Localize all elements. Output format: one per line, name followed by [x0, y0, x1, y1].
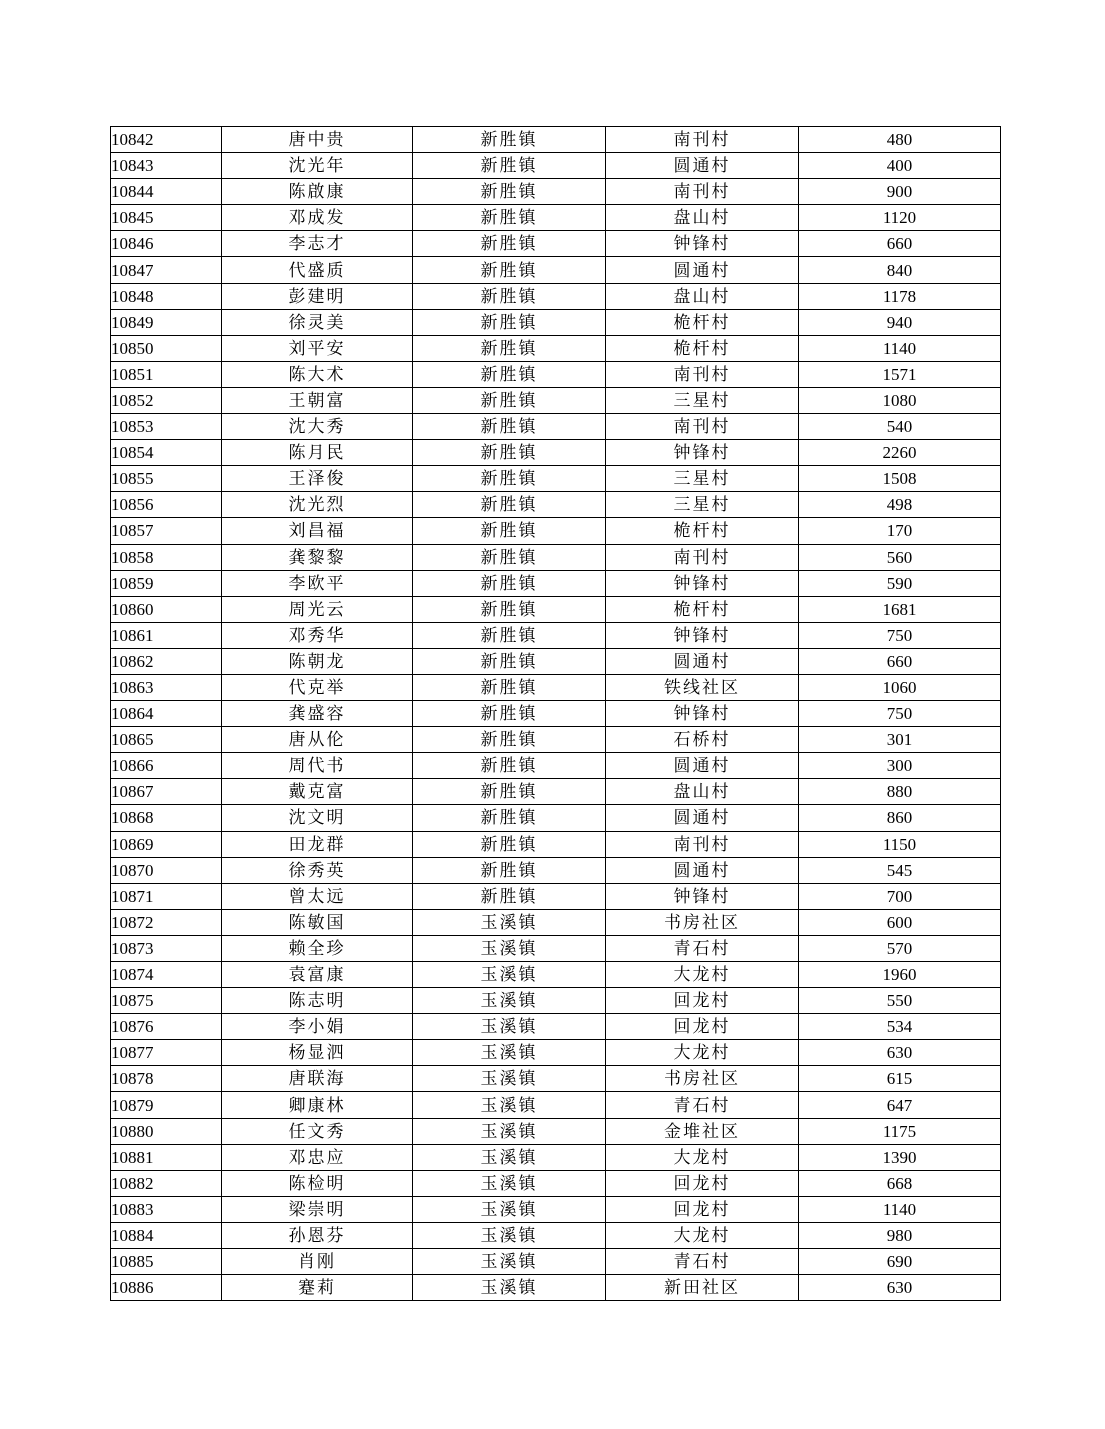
- cell-id: 10853: [111, 414, 222, 440]
- table-row: [111, 492, 1001, 518]
- cell-name: 戴克富: [222, 779, 413, 805]
- cell-village: 回龙村: [606, 1014, 799, 1040]
- table-row: [111, 1092, 1001, 1118]
- cell-village: 铁线社区: [606, 674, 799, 700]
- cell-town: 新胜镇: [413, 127, 606, 153]
- cell-id: 10864: [111, 701, 222, 727]
- table-row: [111, 1249, 1001, 1275]
- table-row: [111, 1118, 1001, 1144]
- cell-amount: 647: [799, 1092, 1001, 1118]
- cell-name: 沈光年: [222, 153, 413, 179]
- cell-name: 陈啟康: [222, 179, 413, 205]
- cell-amount: 300: [799, 753, 1001, 779]
- cell-id: 10844: [111, 179, 222, 205]
- cell-town: 玉溪镇: [413, 1040, 606, 1066]
- cell-name: 沈光烈: [222, 492, 413, 518]
- cell-name: 代盛质: [222, 257, 413, 283]
- table-row: [111, 857, 1001, 883]
- cell-town: 新胜镇: [413, 231, 606, 257]
- cell-village: 盘山村: [606, 779, 799, 805]
- cell-name: 王朝富: [222, 387, 413, 413]
- cell-amount: 860: [799, 805, 1001, 831]
- cell-id: 10867: [111, 779, 222, 805]
- cell-village: 南刊村: [606, 179, 799, 205]
- cell-amount: 570: [799, 935, 1001, 961]
- cell-village: 桅杆村: [606, 596, 799, 622]
- cell-id: 10863: [111, 674, 222, 700]
- cell-town: 新胜镇: [413, 596, 606, 622]
- table-row: [111, 1170, 1001, 1196]
- cell-amount: 1140: [799, 1196, 1001, 1222]
- cell-village: 青石村: [606, 935, 799, 961]
- cell-village: 圆通村: [606, 648, 799, 674]
- records-table: [110, 126, 1001, 1301]
- cell-name: 任文秀: [222, 1118, 413, 1144]
- cell-name: 孙恩芬: [222, 1222, 413, 1248]
- cell-town: 新胜镇: [413, 205, 606, 231]
- cell-village: 石桥村: [606, 727, 799, 753]
- cell-name: 袁富康: [222, 962, 413, 988]
- cell-village: 书房社区: [606, 909, 799, 935]
- cell-amount: 630: [799, 1275, 1001, 1301]
- cell-town: 新胜镇: [413, 387, 606, 413]
- table-row: [111, 257, 1001, 283]
- table-row: [111, 1222, 1001, 1248]
- cell-town: 玉溪镇: [413, 1144, 606, 1170]
- cell-id: 10879: [111, 1092, 222, 1118]
- cell-id: 10875: [111, 988, 222, 1014]
- cell-name: 梁崇明: [222, 1196, 413, 1222]
- table-row: [111, 596, 1001, 622]
- cell-id: 10849: [111, 309, 222, 335]
- cell-name: 沈大秀: [222, 414, 413, 440]
- table-row: [111, 1144, 1001, 1170]
- table-row: [111, 179, 1001, 205]
- cell-town: 新胜镇: [413, 779, 606, 805]
- cell-village: 南刊村: [606, 127, 799, 153]
- cell-id: 10842: [111, 127, 222, 153]
- cell-name: 邓成发: [222, 205, 413, 231]
- table-row: [111, 414, 1001, 440]
- cell-town: 玉溪镇: [413, 1118, 606, 1144]
- cell-amount: 1140: [799, 335, 1001, 361]
- records-table-body: [111, 127, 1001, 1301]
- cell-name: 赖全珍: [222, 935, 413, 961]
- cell-id: 10856: [111, 492, 222, 518]
- cell-name: 李欧平: [222, 570, 413, 596]
- cell-town: 新胜镇: [413, 179, 606, 205]
- cell-id: 10865: [111, 727, 222, 753]
- cell-name: 徐灵美: [222, 309, 413, 335]
- cell-amount: 534: [799, 1014, 1001, 1040]
- cell-village: 三星村: [606, 466, 799, 492]
- cell-id: 10881: [111, 1144, 222, 1170]
- cell-id: 10871: [111, 883, 222, 909]
- cell-amount: 668: [799, 1170, 1001, 1196]
- cell-name: 邓忠应: [222, 1144, 413, 1170]
- cell-amount: 301: [799, 727, 1001, 753]
- table-row: [111, 1014, 1001, 1040]
- cell-amount: 480: [799, 127, 1001, 153]
- table-row: [111, 335, 1001, 361]
- cell-village: 回龙村: [606, 1170, 799, 1196]
- cell-id: 10874: [111, 962, 222, 988]
- cell-village: 大龙村: [606, 1222, 799, 1248]
- cell-village: 回龙村: [606, 1196, 799, 1222]
- cell-village: 南刊村: [606, 831, 799, 857]
- cell-name: 肖刚: [222, 1249, 413, 1275]
- cell-name: 唐联海: [222, 1066, 413, 1092]
- table-row: [111, 701, 1001, 727]
- cell-id: 10866: [111, 753, 222, 779]
- cell-amount: 600: [799, 909, 1001, 935]
- cell-amount: 498: [799, 492, 1001, 518]
- table-row: [111, 231, 1001, 257]
- cell-village: 钟锋村: [606, 701, 799, 727]
- cell-village: 圆通村: [606, 857, 799, 883]
- cell-town: 玉溪镇: [413, 1275, 606, 1301]
- cell-village: 青石村: [606, 1092, 799, 1118]
- cell-name: 卿康林: [222, 1092, 413, 1118]
- cell-name: 陈检明: [222, 1170, 413, 1196]
- table-row: [111, 909, 1001, 935]
- cell-id: 10852: [111, 387, 222, 413]
- cell-amount: 1960: [799, 962, 1001, 988]
- cell-town: 新胜镇: [413, 753, 606, 779]
- cell-name: 陈敏国: [222, 909, 413, 935]
- cell-name: 徐秀英: [222, 857, 413, 883]
- cell-name: 田龙群: [222, 831, 413, 857]
- cell-id: 10877: [111, 1040, 222, 1066]
- table-row: [111, 648, 1001, 674]
- cell-id: 10873: [111, 935, 222, 961]
- cell-amount: 540: [799, 414, 1001, 440]
- table-row: [111, 387, 1001, 413]
- cell-amount: 660: [799, 648, 1001, 674]
- cell-town: 玉溪镇: [413, 988, 606, 1014]
- cell-name: 陈朝龙: [222, 648, 413, 674]
- cell-name: 刘平安: [222, 335, 413, 361]
- cell-amount: 1571: [799, 361, 1001, 387]
- cell-town: 新胜镇: [413, 414, 606, 440]
- table-row: [111, 753, 1001, 779]
- cell-village: 金堆社区: [606, 1118, 799, 1144]
- cell-village: 大龙村: [606, 962, 799, 988]
- cell-village: 大龙村: [606, 1144, 799, 1170]
- table-row: [111, 674, 1001, 700]
- cell-village: 桅杆村: [606, 518, 799, 544]
- table-row: [111, 466, 1001, 492]
- cell-town: 新胜镇: [413, 153, 606, 179]
- cell-id: 10851: [111, 361, 222, 387]
- cell-id: 10885: [111, 1249, 222, 1275]
- cell-village: 钟锋村: [606, 231, 799, 257]
- cell-name: 龚黎黎: [222, 544, 413, 570]
- cell-id: 10845: [111, 205, 222, 231]
- table-row: [111, 962, 1001, 988]
- cell-id: 10868: [111, 805, 222, 831]
- table-row: [111, 153, 1001, 179]
- cell-id: 10870: [111, 857, 222, 883]
- cell-town: 新胜镇: [413, 466, 606, 492]
- cell-amount: 550: [799, 988, 1001, 1014]
- cell-name: 唐中贵: [222, 127, 413, 153]
- cell-id: 10884: [111, 1222, 222, 1248]
- table-row: [111, 779, 1001, 805]
- cell-id: 10862: [111, 648, 222, 674]
- cell-village: 圆通村: [606, 257, 799, 283]
- cell-id: 10858: [111, 544, 222, 570]
- cell-village: 桅杆村: [606, 335, 799, 361]
- cell-name: 周光云: [222, 596, 413, 622]
- cell-amount: 1390: [799, 1144, 1001, 1170]
- cell-id: 10857: [111, 518, 222, 544]
- cell-amount: 750: [799, 701, 1001, 727]
- cell-id: 10861: [111, 622, 222, 648]
- cell-town: 新胜镇: [413, 309, 606, 335]
- cell-village: 钟锋村: [606, 883, 799, 909]
- cell-name: 彭建明: [222, 283, 413, 309]
- table-row: [111, 805, 1001, 831]
- cell-name: 杨显泗: [222, 1040, 413, 1066]
- table-row: [111, 1040, 1001, 1066]
- cell-town: 玉溪镇: [413, 1092, 606, 1118]
- cell-town: 玉溪镇: [413, 1014, 606, 1040]
- cell-id: 10882: [111, 1170, 222, 1196]
- cell-amount: 1060: [799, 674, 1001, 700]
- cell-id: 10847: [111, 257, 222, 283]
- cell-name: 邓秀华: [222, 622, 413, 648]
- cell-name: 代克举: [222, 674, 413, 700]
- cell-name: 李志才: [222, 231, 413, 257]
- cell-town: 新胜镇: [413, 544, 606, 570]
- cell-village: 钟锋村: [606, 570, 799, 596]
- table-row: [111, 544, 1001, 570]
- cell-village: 书房社区: [606, 1066, 799, 1092]
- cell-amount: 840: [799, 257, 1001, 283]
- cell-name: 沈文明: [222, 805, 413, 831]
- cell-name: 曾太远: [222, 883, 413, 909]
- cell-village: 南刊村: [606, 361, 799, 387]
- cell-id: 10876: [111, 1014, 222, 1040]
- cell-village: 三星村: [606, 387, 799, 413]
- cell-town: 新胜镇: [413, 570, 606, 596]
- cell-amount: 750: [799, 622, 1001, 648]
- cell-amount: 170: [799, 518, 1001, 544]
- cell-id: 10869: [111, 831, 222, 857]
- cell-town: 新胜镇: [413, 701, 606, 727]
- table-row: [111, 622, 1001, 648]
- cell-amount: 1178: [799, 283, 1001, 309]
- cell-town: 新胜镇: [413, 257, 606, 283]
- table-row: [111, 127, 1001, 153]
- cell-name: 陈志明: [222, 988, 413, 1014]
- cell-village: 回龙村: [606, 988, 799, 1014]
- cell-name: 刘昌福: [222, 518, 413, 544]
- cell-amount: 560: [799, 544, 1001, 570]
- cell-id: 10880: [111, 1118, 222, 1144]
- cell-town: 玉溪镇: [413, 962, 606, 988]
- cell-town: 玉溪镇: [413, 1196, 606, 1222]
- cell-name: 龚盛容: [222, 701, 413, 727]
- table-row: [111, 883, 1001, 909]
- cell-id: 10846: [111, 231, 222, 257]
- cell-amount: 1175: [799, 1118, 1001, 1144]
- cell-amount: 880: [799, 779, 1001, 805]
- cell-id: 10872: [111, 909, 222, 935]
- cell-town: 玉溪镇: [413, 1066, 606, 1092]
- cell-town: 新胜镇: [413, 727, 606, 753]
- cell-name: 蹇莉: [222, 1275, 413, 1301]
- cell-name: 陈月民: [222, 440, 413, 466]
- table-row: [111, 205, 1001, 231]
- cell-village: 盘山村: [606, 283, 799, 309]
- cell-village: 圆通村: [606, 153, 799, 179]
- table-row: [111, 935, 1001, 961]
- cell-town: 玉溪镇: [413, 935, 606, 961]
- cell-town: 新胜镇: [413, 674, 606, 700]
- table-row: [111, 518, 1001, 544]
- cell-village: 大龙村: [606, 1040, 799, 1066]
- cell-village: 圆通村: [606, 753, 799, 779]
- cell-village: 圆通村: [606, 805, 799, 831]
- cell-town: 新胜镇: [413, 361, 606, 387]
- cell-id: 10859: [111, 570, 222, 596]
- table-row: [111, 727, 1001, 753]
- cell-amount: 1681: [799, 596, 1001, 622]
- cell-town: 玉溪镇: [413, 909, 606, 935]
- cell-village: 钟锋村: [606, 622, 799, 648]
- cell-name: 周代书: [222, 753, 413, 779]
- cell-amount: 690: [799, 1249, 1001, 1275]
- table-row: [111, 440, 1001, 466]
- cell-village: 三星村: [606, 492, 799, 518]
- cell-name: 李小娟: [222, 1014, 413, 1040]
- cell-town: 新胜镇: [413, 805, 606, 831]
- cell-village: 新田社区: [606, 1275, 799, 1301]
- cell-amount: 700: [799, 883, 1001, 909]
- table-row: [111, 361, 1001, 387]
- cell-amount: 1080: [799, 387, 1001, 413]
- cell-id: 10854: [111, 440, 222, 466]
- table-row: [111, 1196, 1001, 1222]
- table-row: [111, 570, 1001, 596]
- cell-name: 王泽俊: [222, 466, 413, 492]
- cell-town: 新胜镇: [413, 492, 606, 518]
- cell-amount: 660: [799, 231, 1001, 257]
- table-row: [111, 1066, 1001, 1092]
- cell-town: 新胜镇: [413, 648, 606, 674]
- cell-name: 唐从伦: [222, 727, 413, 753]
- cell-amount: 590: [799, 570, 1001, 596]
- cell-id: 10850: [111, 335, 222, 361]
- cell-amount: 1508: [799, 466, 1001, 492]
- cell-town: 玉溪镇: [413, 1170, 606, 1196]
- cell-village: 南刊村: [606, 544, 799, 570]
- cell-village: 盘山村: [606, 205, 799, 231]
- cell-amount: 900: [799, 179, 1001, 205]
- table-row: [111, 283, 1001, 309]
- cell-amount: 615: [799, 1066, 1001, 1092]
- cell-id: 10860: [111, 596, 222, 622]
- cell-id: 10883: [111, 1196, 222, 1222]
- cell-town: 新胜镇: [413, 283, 606, 309]
- cell-town: 新胜镇: [413, 440, 606, 466]
- table-row: [111, 988, 1001, 1014]
- cell-town: 新胜镇: [413, 857, 606, 883]
- table-row: [111, 1275, 1001, 1301]
- cell-town: 新胜镇: [413, 335, 606, 361]
- cell-town: 新胜镇: [413, 622, 606, 648]
- cell-id: 10855: [111, 466, 222, 492]
- cell-id: 10843: [111, 153, 222, 179]
- cell-town: 新胜镇: [413, 831, 606, 857]
- cell-id: 10848: [111, 283, 222, 309]
- cell-town: 新胜镇: [413, 883, 606, 909]
- cell-village: 桅杆村: [606, 309, 799, 335]
- cell-id: 10886: [111, 1275, 222, 1301]
- cell-amount: 1150: [799, 831, 1001, 857]
- cell-amount: 940: [799, 309, 1001, 335]
- cell-town: 新胜镇: [413, 518, 606, 544]
- table-row: [111, 831, 1001, 857]
- cell-amount: 2260: [799, 440, 1001, 466]
- cell-amount: 400: [799, 153, 1001, 179]
- table-row: [111, 309, 1001, 335]
- cell-town: 玉溪镇: [413, 1222, 606, 1248]
- cell-amount: 545: [799, 857, 1001, 883]
- cell-village: 钟锋村: [606, 440, 799, 466]
- cell-town: 玉溪镇: [413, 1249, 606, 1275]
- cell-name: 陈大术: [222, 361, 413, 387]
- cell-amount: 1120: [799, 205, 1001, 231]
- cell-village: 南刊村: [606, 414, 799, 440]
- cell-id: 10878: [111, 1066, 222, 1092]
- cell-amount: 980: [799, 1222, 1001, 1248]
- cell-amount: 630: [799, 1040, 1001, 1066]
- cell-village: 青石村: [606, 1249, 799, 1275]
